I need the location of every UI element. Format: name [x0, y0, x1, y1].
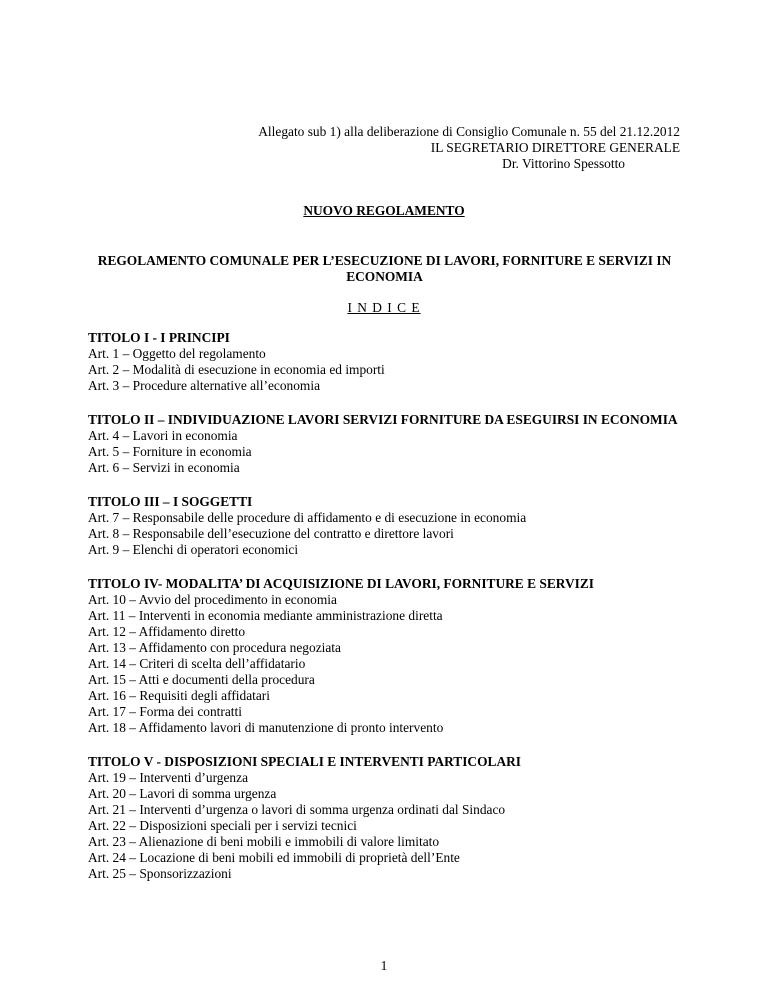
section-title: TITOLO I - I PRINCIPI	[88, 330, 230, 345]
section-title: TITOLO III – I SOGGETTI	[88, 494, 253, 509]
index-heading: I N D I C E	[347, 300, 421, 315]
toc-section	[88, 494, 681, 558]
article-entry: Art. 10 – Avvio del procedimento in economia	[88, 592, 337, 607]
article-entry: Art. 8 – Responsabile dell’esecuzione del contratto e direttore lavori	[88, 526, 454, 541]
article-entry: Art. 13 – Affidamento con procedura negoziata	[88, 640, 341, 655]
article-entry: Art. 4 – Lavori in economia	[88, 428, 238, 443]
article-entry: Art. 18 – Affidamento lavori di manutenzione di pronto intervento	[88, 720, 444, 735]
article-entry: Art. 6 – Servizi in economia	[88, 460, 240, 475]
article-entry: Art. 12 – Affidamento diretto	[88, 624, 246, 639]
regulation-title: REGOLAMENTO COMUNALE PER L’ESECUZIONE DI LAVORI, FORNITURE E SERVIZI IN ECONOMIA	[97, 253, 672, 284]
toc-section	[88, 754, 681, 882]
page-number: 1	[380, 958, 388, 973]
article-entry: Art. 17 – Forma dei contratti	[88, 704, 242, 719]
article-entry: Art. 16 – Requisiti degli affidatari	[88, 688, 270, 703]
section-title: TITOLO V - DISPOSIZIONI SPECIALI E INTERVENTI PARTICOLARI	[88, 754, 522, 769]
signatory-name: Dr. Vittorino Spessotto	[502, 156, 625, 171]
article-entry: Art. 7 – Responsabile delle procedure di affidamento e di esecuzione in economia	[88, 510, 527, 525]
section-title: TITOLO II – INDIVIDUAZIONE LAVORI SERVIZI FORNITURE DA ESEGUIRSI IN ECONOMIA	[88, 412, 678, 427]
article-entry: Art. 11 – Interventi in economia mediante amministrazione diretta	[88, 608, 443, 623]
article-entry: Art. 9 – Elenchi di operatori economici	[88, 542, 299, 557]
article-entry: Art. 2 – Modalità di esecuzione in economia ed importi	[88, 362, 385, 377]
toc-section	[88, 330, 681, 394]
signatory-role: IL SEGRETARIO DIRETTORE GENERALE	[430, 140, 680, 155]
article-entry: Art. 24 – Locazione di beni mobili ed immobili di proprietà dell’Ente	[88, 850, 460, 865]
article-entry: Art. 5 – Forniture in economia	[88, 444, 252, 459]
table-of-contents	[88, 330, 681, 900]
toc-section	[88, 576, 681, 736]
article-entry: Art. 14 – Criteri di scelta dell’affidatario	[88, 656, 306, 671]
section-title: TITOLO IV- MODALITA’ DI ACQUISIZIONE DI LAVORI, FORNITURE E SERVIZI	[88, 576, 594, 591]
article-entry: Art. 15 – Atti e documenti della procedura	[88, 672, 315, 687]
attachment-header	[160, 124, 680, 172]
article-entry: Art. 25 – Sponsorizzazioni	[88, 866, 232, 881]
article-entry: Art. 22 – Disposizioni speciali per i servizi tecnici	[88, 818, 357, 833]
toc-section	[88, 412, 681, 476]
document-title: NUOVO REGOLAMENTO	[303, 203, 465, 218]
article-entry: Art. 1 – Oggetto del regolamento	[88, 346, 266, 361]
article-entry: Art. 3 – Procedure alternative all’economia	[88, 378, 321, 393]
article-entry: Art. 23 – Alienazione di beni mobili e immobili di valore limitato	[88, 834, 440, 849]
article-entry: Art. 21 – Interventi d’urgenza o lavori di somma urgenza ordinati dal Sindaco	[88, 802, 506, 817]
article-entry: Art. 20 – Lavori di somma urgenza	[88, 786, 277, 801]
attachment-reference: Allegato sub 1) alla deliberazione di Consiglio Comunale n. 55 del 21.12.2012	[258, 124, 680, 139]
article-entry: Art. 19 – Interventi d’urgenza	[88, 770, 249, 785]
